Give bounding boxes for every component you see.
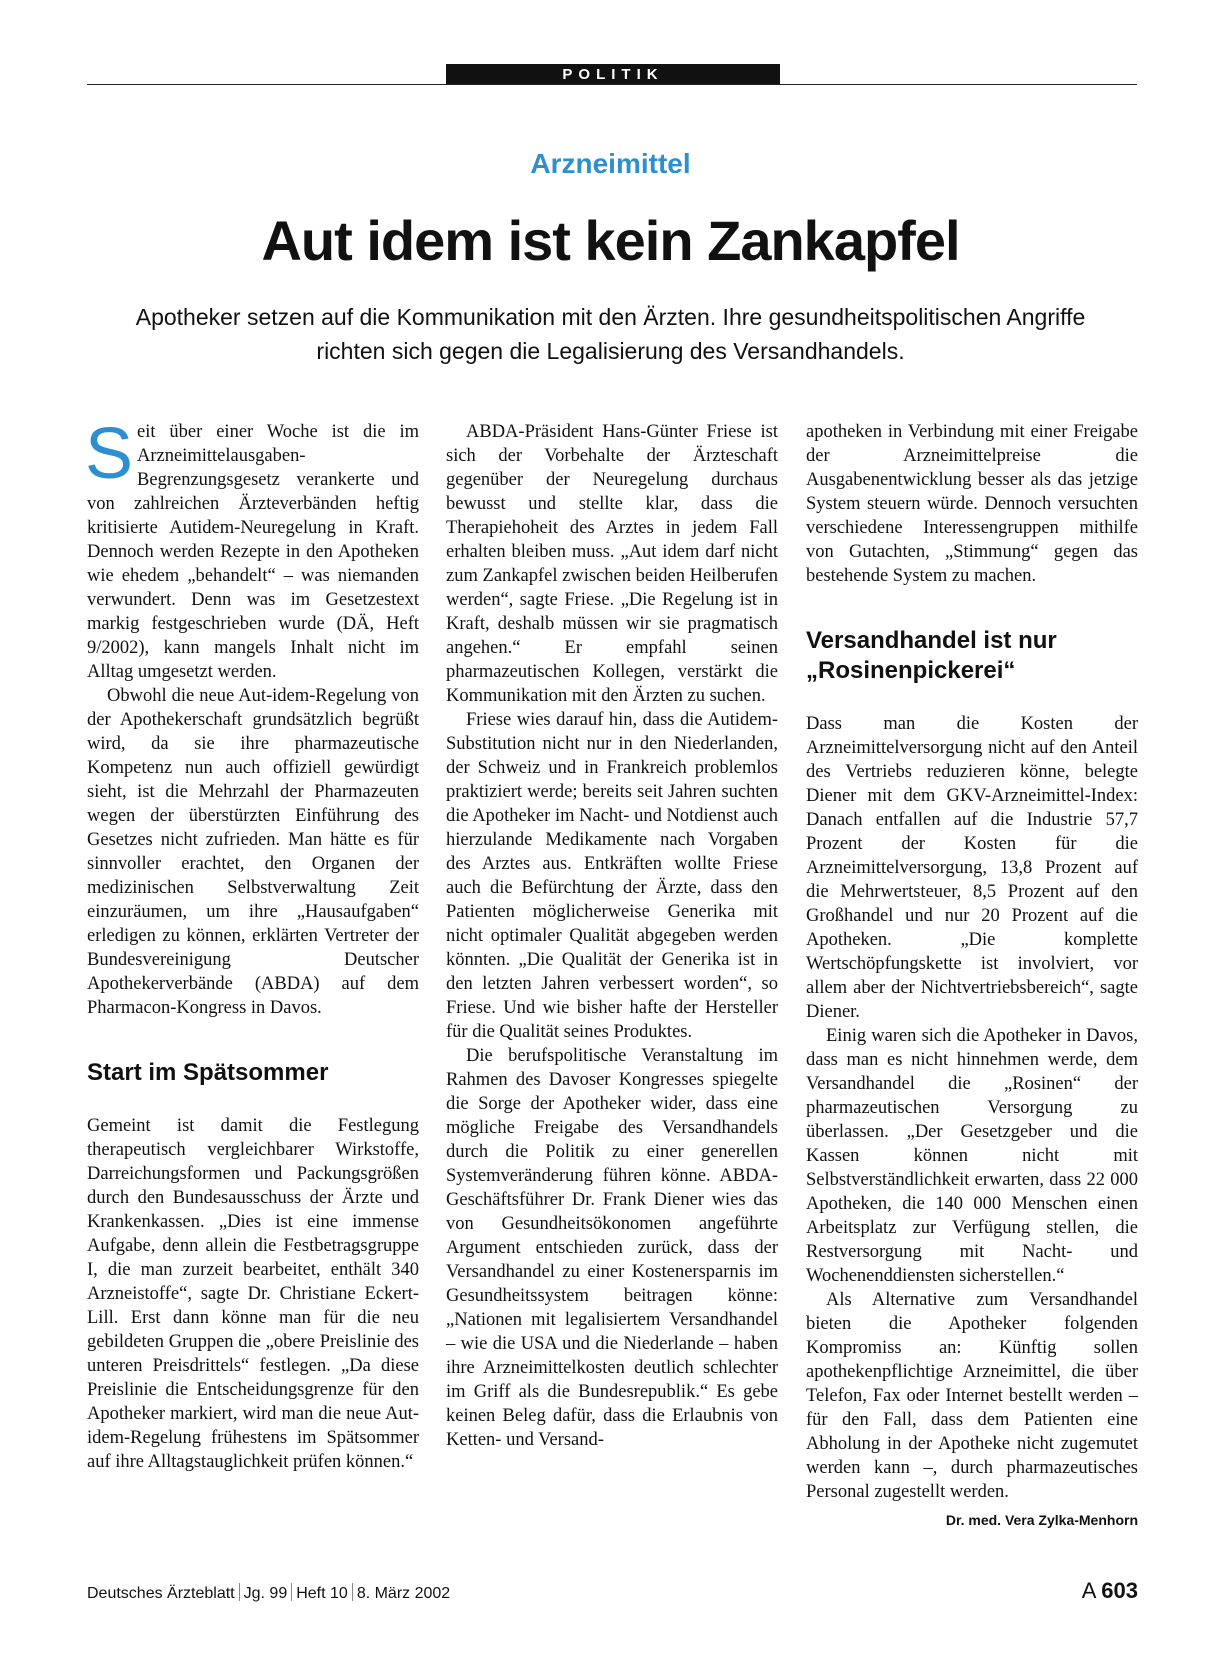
journal-name: Deutsches Ärzteblatt [87,1585,235,1602]
divider [352,1583,353,1601]
drop-cap: S [85,414,134,494]
section-label: POLITIK [446,64,780,85]
subheading: Versandhandel ist nur „Rosinenpickerei“ [806,627,1057,684]
subheading: Start im Spätsommer [87,1059,329,1086]
volume: Jg. 99 [243,1585,288,1602]
column-1 [85,414,419,1474]
header-rule [87,84,1137,85]
paragraph: Gemeint ist damit die Festlegung therapeutisch vergleichbarer Wirkstoffe, Darreichungsformen und Packungsgrößen durch den Bundesausschuss der Ärzte und Krankenkassen. „Dies ist eine immense Aufgabe, denn allein die Festbetragsgruppe I, die man zurzeit bearbeitet, enthält 340 Arzneistoffe“, sagte Dr. Christiane Eckert-Lill. Erst dann könne man für die neu gebildeten Gruppen die „obere Preislinie des unteren Preisdrittels“ festlegen. „Da diese Preislinie die Entscheidungsgrenze für den Apotheker markiert, wird man die neue Aut-idem-Regelung frühestens im Spätsommer auf ihre Alltagstauglichkeit prüfen können.“ [87,1116,419,1472]
author-byline: Dr. med. Vera Zylka-Menhorn [945,1512,1138,1528]
article-kicker: Arzneimittel [530,148,691,179]
paragraph: Seit über einer Woche ist die im Arzneimittelausgaben-Begrenzungsgesetz verankerte und von zahlreichen Ärzteverbänden heftig kritisierte Autidem-Neuregelung in Kraft. Dennoch werden Rezepte in den Apotheken wie ehedem „behandelt“ – was niemanden verwundert. Denn was im Gesetzestext markig festgeschrieben wurde (DÄ, Heft 9/2002), kann mangels Inhalt nicht im Alltag umgesetzt werden. [85,414,419,682]
paragraph: Einig waren sich die Apotheker in Davos, dass man es nicht hinnehmen werde, dem Versandhandel die „Rosinen“ der pharmazeutischen Versorgung zu überlassen. „Der Gesetzgeber und die Kassen können nicht mit Selbstverständlichkeit erwarten, dass 22 000 Apotheken, die 140 000 Menschen einen Arbeitsplatz zur Verfügung stellen, die Restversorgung mit Nacht- und Wochenenddiensten sicherstellen.“ [806,1026,1138,1286]
page-number: A 603 [1081,1578,1138,1603]
paragraph: Als Alternative zum Versandhandel bieten die Apotheker folgenden Kompromiss an: Künftig sollen apothekenpflichtige Arzneimittel, die über Telefon, Fax oder Internet bestellt werden – für den Fall, dass dem Patienten eine Abholung in der Apotheke nicht zugemutet werden kann –, durch pharmazeutisches Personal zugestellt werden. Dr. med. Vera Zylka-Menhorn [806,1288,1138,1504]
paragraph: Dass man die Kosten der Arzneimittelversorgung nicht auf den Anteil des Vertriebs reduzieren könne, belegte Diener mit dem GKV-Arzneimittel-Index: Danach entfallen auf die Industrie 57,7 Prozent der Kosten für die Arzneimittelversorgung, 13,8 Prozent auf die Mehrwertsteuer, 8,5 Prozent auf den Großhandel und nur 20 Prozent auf die Apotheken. „Die komplette Wertschöpfungskette ist involviert, vor allem aber der Nichtvertriebsbereich“, sagte Diener. [806,714,1138,1022]
paragraph: Die berufspolitische Veranstaltung im Rahmen des Davoser Kongresses spiegelte die Sorge der Apotheker wider, dass eine mögliche Freigabe des Versandhandels durch die Politik zu einer generellen Systemveränderung führen könne. ABDA-Geschäftsführer Dr. Frank Diener wies das von Gesundheitsökonomen angeführte Argument entschieden zurück, dass der Versandhandel zu einer Kostenersparnis im Gesundheitssystem beitragen könne: „Nationen mit legalisiertem Versandhandel – wie die USA und die Niederlande – haben ihre Arzneimittelkosten deutlich schlechter im Griff als die Bundesrepublik.“ Es gebe keinen Beleg dafür, dass die Erlaubnis von Ketten- und Versand- [446,1046,778,1450]
paragraph: Friese wies darauf hin, dass die Autidem-Substitution nicht nur in den Niederlanden, der Schweiz und in Frankreich problemlos praktiziert werde; bereits seit Jahren suchten die Apotheker im Nacht- und Notdienst auch hierzulande Medikamente nach Vorgaben des Arztes aus. Entkräften wollte Friese auch die Befürchtung der Ärzte, dass den Patienten möglicherweise Generika mit nicht optimaler Qualität abgegeben werden könnten. „Die Qualität der Generika ist in den letzten Jahren verbessert worden“, so Friese. Und wie bisher hafte der Hersteller für die Qualität seines Produktes. [446,710,778,1042]
article-headline: Aut idem ist kein Zankapfel [261,209,960,272]
divider [239,1583,240,1601]
page-footer [87,1583,450,1603]
column-3 [806,420,1138,1532]
paragraph: apotheken in Verbindung mit einer Freigabe der Arzneimittelpreise die Ausgabenentwicklung besser als das jetzige System steuern würde. Dennoch versuchten verschiedene Interessengruppen mithilfe von Gutachten, „Stimmung“ gegen das bestehende System zu machen. [806,422,1138,586]
issue: Heft 10 [296,1585,348,1602]
issue-date: 8. März 2002 [356,1585,451,1602]
column-2 [446,420,778,1452]
paragraph: ABDA-Präsident Hans-Günter Friese ist sich der Vorbehalte der Ärzteschaft gegenüber der Neuregelung durchaus bewusst und stellte klar, dass die Therapiehoheit des Arztes in jedem Fall erhalten bleiben muss. „Aut idem darf nicht zum Zankapfel zwischen beiden Heilberufen werden“, sagte Friese. „Die Regelung ist in Kraft, deshalb müssen wir sie pragmatisch angehen.“ Er empfahl seinen pharmazeutischen Kollegen, verstärkt die Kommunikation mit den Ärzten zu suchen. [446,422,778,706]
article-lead: Apotheker setzen auf die Kommunikation mit den Ärzten. Ihre gesundheitspolitischen Angriffe richten sich gegen die Legalisierung des Versandhandels. [135,304,1086,364]
divider [291,1583,292,1601]
paragraph: Obwohl die neue Aut-idem-Regelung von der Apothekerschaft grundsätzlich begrüßt wird, da sie ihre pharmazeutische Kompetenz nun auch offiziell gewürdigt sieht, ist die Mehrzahl der Pharmazeuten wegen der überstürzten Einführung des Gesetzes nicht zufrieden. Man hätte es für sinnvoller erachtet, den Organen der medizinischen Selbstverwaltung Zeit einzuräumen, um ihre „Hausaufgaben“ erledigen zu können, erklärten Vertreter der Bundesvereinigung Deutscher Apothekerverbände (ABDA) auf dem Pharmacon-Kongress in Davos. [87,686,419,1018]
